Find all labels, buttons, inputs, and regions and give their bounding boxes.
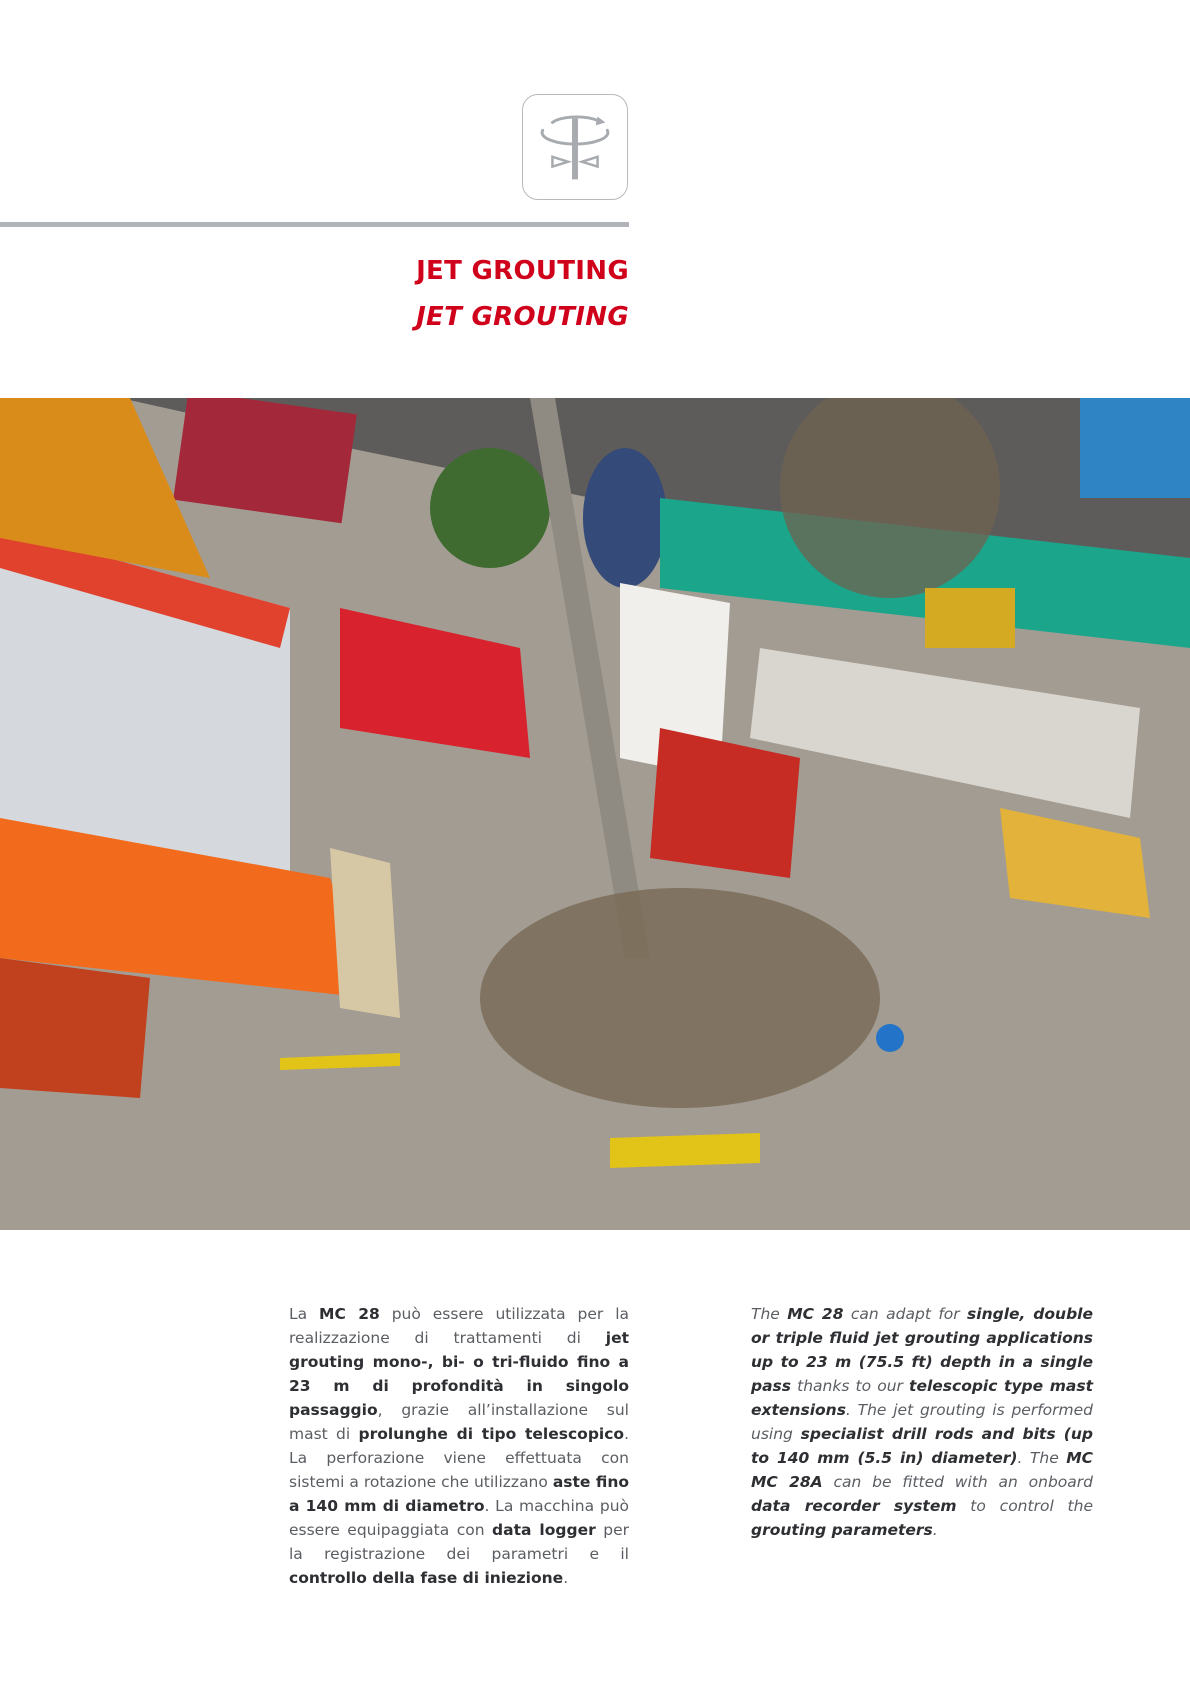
- description-italian: La MC 28 può essere utilizzata per la realizzazione di trattamenti di jet grouting mono-, bi- o tri-fluido fino a 23 m di profondità in singolo passaggio, grazie all’installazione sul mast di prolunghe di tipo telescopico. La perforazione viene effettuata con sistemi a rotazione che utilizzano aste fino a 140 mm di diametro. La macchina può essere equipaggiata con data logger per la registrazione dei parametri e il controllo della fase di iniezione.: [289, 1305, 630, 1587]
- jet-grouting-icon: [522, 94, 628, 200]
- jobsite-aerial-photo: [0, 398, 1190, 1230]
- section-title-it: JET GROUTING: [416, 256, 629, 286]
- description-english: The MC 28 can adapt for single, double or triple fluid jet grouting applications up to 23 m (75.5 ft) depth in a single pass thanks to our telescopic type mast extensions. The jet grouting is performed using specialist drill rods and bits (up to 140 mm (5.5 in) diameter). The MC MC 28A can be fitted with an onboard data recorder system to control the grouting parameters.: [751, 1305, 1094, 1539]
- section-divider: [0, 222, 629, 227]
- section-title-en: JET GROUTING: [416, 302, 629, 332]
